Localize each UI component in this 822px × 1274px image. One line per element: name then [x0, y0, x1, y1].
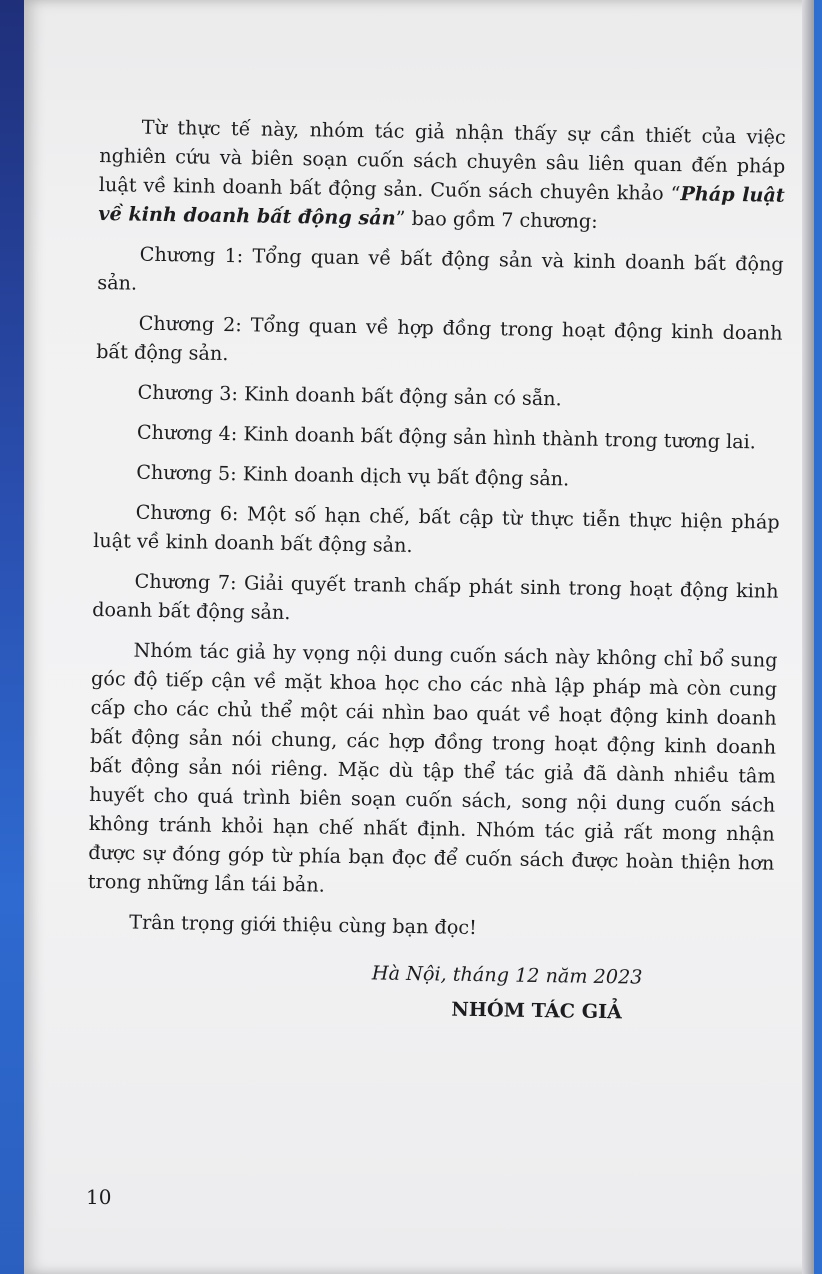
chapter-3: Chương 3: Kinh doanh bất động sản có sẵn. [137, 380, 562, 411]
author-signature: NHÓM TÁC GIẢ [451, 997, 623, 1024]
chapter-2: Chương 2: Tổng quan về hợp đồng trong hoạt động kinh doanh bất động sản. [96, 311, 783, 366]
place-and-date: Hà Nội, tháng 12 năm 2023 [371, 961, 643, 989]
page-body-text [86, 112, 786, 1029]
page-number: 10 [86, 1185, 112, 1209]
page-edge-shadow [802, 0, 814, 1274]
closing-line: Trân trọng giới thiệu cùng bạn đọc! [129, 910, 477, 940]
book-title: Pháp luật về kinh doanh bất động sản [98, 182, 785, 230]
chapter-6: Chương 6: Một số hạn chế, bất cập từ thực tiễn thực hiện pháp luật về kinh doanh bất động sản. [93, 500, 780, 557]
hope-paragraph: Nhóm tác giả hy vọng nội dung cuốn sách này không chỉ bổ sung góc độ tiếp cận về mặt khoa học cho các nhà lập pháp mà còn cung cấp cho các chủ thể một cái nhìn bao quát về hoạt động kinh doanh bất động sản nói chung, các hợp đồng trong hoạt động kinh doanh bất động sản nói riêng. Mặc dù tập thể tác giả đã dành nhiều tâm huyết cho quá trình biên soạn cuốn sách, song nội dung cuốn sách không tránh khỏi hạn chế nhất định. Nhóm tác giả rất mong nhận được sự đóng góp từ phía bạn đọc để cuốn sách được hoàn thiện hơn trong những lần tái bản. [87, 638, 778, 897]
intro-paragraph [98, 112, 786, 239]
intro-prefix: Từ thực tế này, nhóm tác giả nhận thấy sự cần thiết của việc nghiên cứu và biên soạn cuốn sách chuyên sâu liên quan đến pháp luật về kinh doanh bất động sản. Cuốn sách chuyên khảo “ [98, 115, 786, 206]
chapter-4: Chương 4: Kinh doanh bất động sản hình thành trong tương lai. [136, 420, 757, 454]
intro-suffix: ” bao gồm 7 chương: [395, 206, 598, 233]
chapter-1: Chương 1: Tổng quan về bất động sản và kinh doanh bất động sản. [97, 242, 784, 295]
chapter-5: Chương 5: Kinh doanh dịch vụ bất động sản. [136, 460, 570, 491]
chapter-7: Chương 7: Giải quyết tranh chấp phát sinh trong hoạt động kinh doanh bất động sản. [92, 569, 779, 625]
